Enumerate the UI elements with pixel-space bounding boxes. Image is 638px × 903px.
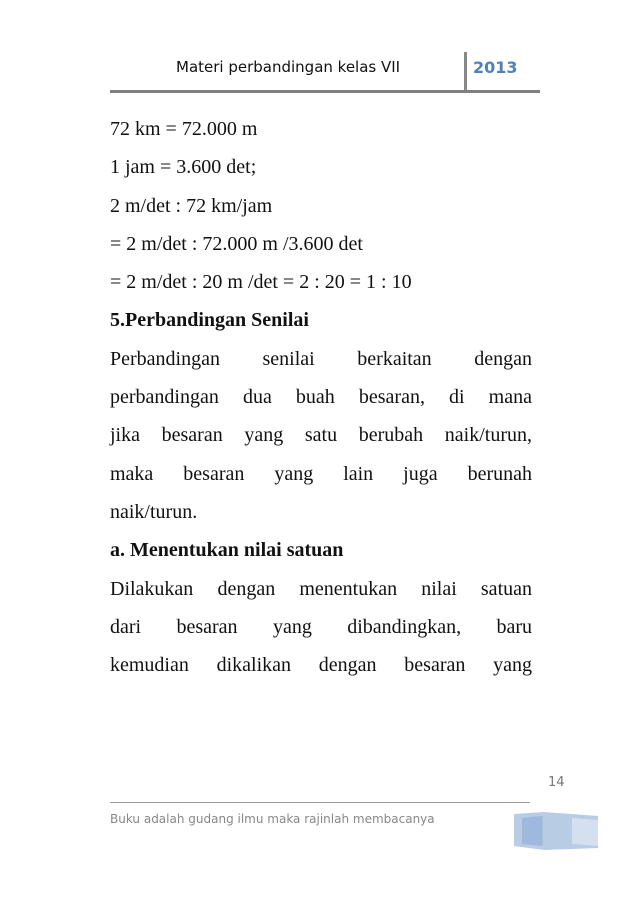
- paragraph-line: perbandingan dua buah besaran, di mana: [110, 386, 532, 409]
- subsection-heading: a. Menentukan nilai satuan: [110, 539, 344, 562]
- paragraph-line: Dilakukan dengan menentukan nilai satuan: [110, 577, 532, 600]
- page-number: 14: [548, 775, 565, 790]
- paragraph-line: Perbandingan senilai berkaitan dengan: [110, 347, 532, 370]
- paragraph-line: jika besaran yang satu berubah naik/turun,: [110, 424, 532, 447]
- header-title: Materi perbandingan kelas VII: [176, 58, 401, 76]
- paragraph-line: kemudian dikalikan dengan besaran yang: [110, 654, 532, 677]
- body-line: = 2 m/det : 72.000 m /3.600 det: [110, 232, 363, 255]
- page-body: [110, 110, 532, 684]
- body-line: 1 jam = 3.600 det;: [110, 156, 257, 179]
- body-line: 72 km = 72.000 m: [110, 118, 258, 140]
- header-rule: [110, 90, 540, 93]
- footer-decoration-icon: [514, 812, 598, 850]
- footer-rule: [110, 802, 530, 803]
- footer-text: Buku adalah gudang ilmu maka rajinlah membacanya: [110, 812, 435, 826]
- paragraph-line: dari besaran yang dibandingkan, baru: [110, 615, 532, 638]
- paragraph-line: maka besaran yang lain juga berunah: [110, 462, 532, 485]
- section-heading: 5.Perbandingan Senilai: [110, 309, 309, 332]
- body-line: 2 m/det : 72 km/jam: [110, 194, 273, 217]
- paragraph-line: naik/turun.: [110, 500, 198, 523]
- body-line: = 2 m/det : 20 m /det = 2 : 20 = 1 : 10: [110, 271, 412, 294]
- header-separator: [464, 52, 467, 90]
- header-year: 2013: [473, 58, 518, 77]
